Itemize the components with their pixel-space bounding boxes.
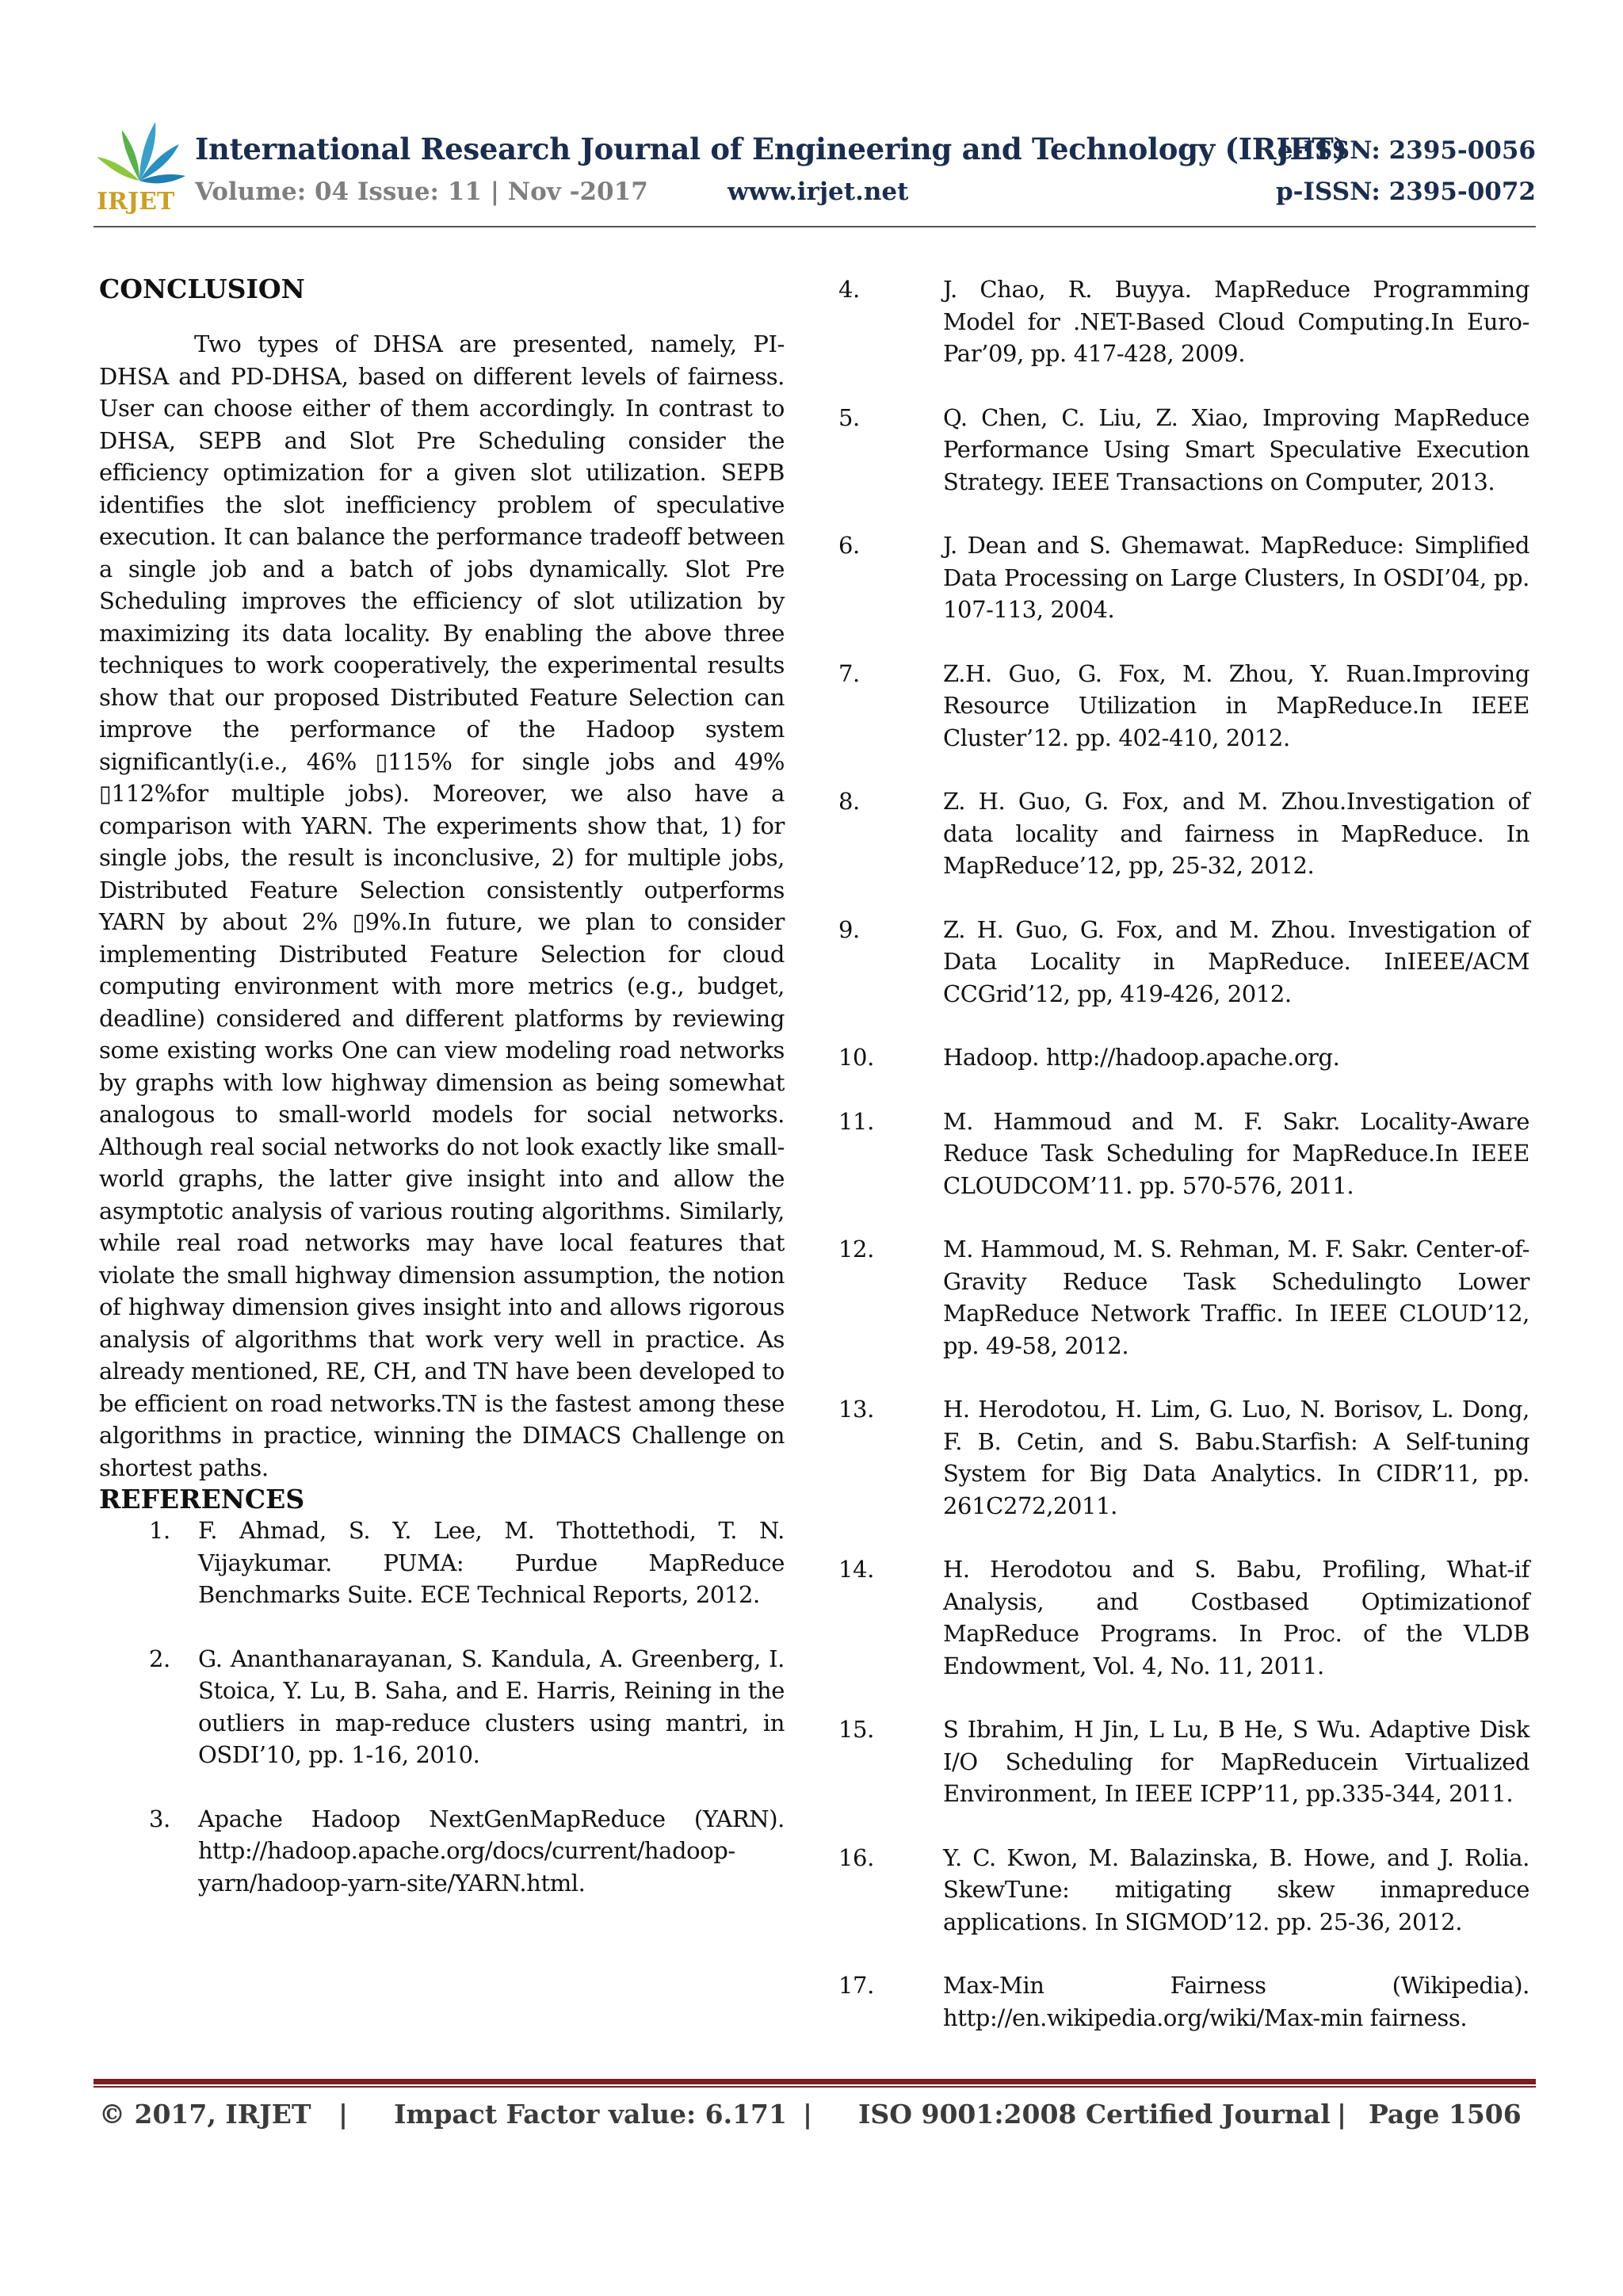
footer-divider-thick: [94, 2079, 1536, 2084]
reference-number: 16.: [838, 1843, 874, 1871]
reference-text: Z. H. Guo, G. Fox, and M. Zhou. Investigation of Data Locality in MapReduce. InIEEE/ACM CCGrid’12, pp, 419-426, 2012.: [943, 915, 1529, 1007]
logo-text: IRJET: [97, 188, 175, 214]
journal-title: International Research Journal of Engineering and Technology (IRJET): [195, 132, 1347, 166]
volume-issue: Volume: 04 Issue: 11 | Nov -2017: [195, 178, 648, 206]
reference-item: [838, 273, 1529, 370]
reference-text: H. Herodotou, H. Lim, G. Luo, N. Borisov, L. Dong, F. B. Cetin, and S. Babu.Starfish: A Self-tuning System for Big Data Analytics. In CIDR’11, pp. 261C272,2011.: [943, 1396, 1529, 1519]
reference-text: Q. Chen, C. Liu, Z. Xiao, Improving MapReduce Performance Using Smart Speculative Execution Strategy. IEEE Transactions on Computer, 2013.: [943, 403, 1529, 495]
references-list-right: [838, 273, 1529, 2034]
reference-number: 5.: [838, 403, 860, 431]
reference-text: Y. C. Kwon, M. Balazinska, B. Howe, and J. Rolia. SkewTune: mitigating skew inmapreduce applications. In SIGMOD’12. pp. 25-36, 2012.: [943, 1843, 1529, 1935]
references-list-left: [99, 1515, 785, 1899]
e-issn: e-ISSN: 2395-0056: [1277, 136, 1536, 165]
reference-number: 9.: [838, 915, 860, 943]
reference-number: 17.: [838, 1972, 874, 1999]
footer-separator: |: [338, 2099, 349, 2130]
reference-text: Z. H. Guo, G. Fox, and M. Zhou.Investigation of data locality and fairness in MapReduce. In MapReduce’12, pp, 25-32, 2012.: [943, 788, 1529, 879]
right-column: [838, 273, 1529, 2065]
reference-text: G. Ananthanarayanan, S. Kandula, A. Greenberg, I. Stoica, Y. Lu, B. Saha, and E. Harris, Reining in the outliers in map-reduce clusters using mantri, in OSDI’10, pp. 1-16, 2010.: [198, 1645, 785, 1768]
reference-text: J. Chao, R. Buyya. MapReduce Programming Model for .NET-Based Cloud Computing.In Euro-Par’09, pp. 417-428, 2009.: [943, 276, 1529, 367]
reference-number: 3.: [149, 1805, 170, 1832]
reference-number: 2.: [149, 1645, 170, 1672]
footer-separator: |: [803, 2099, 813, 2130]
reference-number: 8.: [838, 788, 860, 815]
reference-item: [838, 1393, 1529, 1522]
reference-text: M. Hammoud and M. F. Sakr. Locality-Aware Reduce Task Scheduling for MapReduce.In IEEE CLOUDCOM’11. pp. 570-576, 2011.: [943, 1107, 1529, 1199]
reference-item: [838, 1233, 1529, 1362]
reference-item: [838, 1713, 1529, 1810]
reference-number: 10.: [838, 1044, 874, 1071]
reference-number: 12.: [838, 1236, 874, 1263]
reference-item: [838, 785, 1529, 882]
reference-number: 7.: [838, 659, 860, 687]
reference-item: [838, 402, 1529, 499]
reference-number: 1.: [149, 1517, 170, 1544]
website-link[interactable]: www.irjet.net: [727, 178, 909, 206]
header-divider: [94, 226, 1536, 227]
reference-text: Hadoop. http://hadoop.apache.org.: [943, 1044, 1340, 1071]
reference-text: Apache Hadoop NextGenMapReduce (YARN). http://hadoop.apache.org/docs/current/hadoop-yarn/hadoop-yarn-site/YARN.html.: [198, 1805, 785, 1897]
left-column: [99, 273, 785, 1931]
reference-text: S Ibrahim, H Jin, L Lu, B He, S Wu. Adaptive Disk I/O Scheduling for MapReducein Virtualized Environment, In IEEE ICPP’11, pp.335-344, 2011.: [943, 1716, 1529, 1807]
page-footer: [99, 2099, 1533, 2138]
conclusion-body: Two types of DHSA are presented, namely, PI-DHSA and PD-DHSA, based on different levels of fairness. User can choose either of them accordingly. In contrast to DHSA, SEPB and Slot Pre Scheduling consider the efficiency optimization for a given slot utilization. SEPB identifies the slot inefficiency problem of speculative execution. It can balance the performance tradeoff between a single job and a batch of jobs dynamically. Slot Pre Scheduling improves the efficiency of slot utilization by maximizing its data locality. By enabling the above three techniques to work cooperatively, the experimental results show that our proposed Distributed Feature Selection can improve the performance of the Hadoop system significantly(i.e., 46% ▯115% for single jobs and 49% ▯112%for multiple jobs). Moreover, we also have a comparison with YARN. The experiments show that, 1) for single jobs, the result is inconclusive, 2) for multiple jobs, Distributed Feature Selection consistently outperforms YARN by about 2% ▯9%.In future, we plan to consider implementing Distributed Feature Selection for cloud computing environment with more metrics (e.g., budget, deadline) considered and different platforms by reviewing some existing works One can view modeling road networks by graphs with low highway dimension as being somewhat analogous to small-world models for social networks. Although real social networks do not look exactly like small-world graphs, the latter give insight into and allow the asymptotic analysis of various routing algorithms. Similarly, while real road networks may have local features that violate the small highway dimension assumption, the notion of highway dimension gives insight into and allows rigorous analysis of algorithms that work very well in practice. As already mentioned, RE, CH, and TN have been developed to be efficient on road networks.TN is the fastest among these algorithms in practice, winning the DIMACS Challenge on shortest paths.: [99, 330, 785, 1481]
irjet-logo-icon: [94, 119, 187, 214]
footer-iso-certification: ISO 9001:2008 Certified Journal: [858, 2099, 1331, 2130]
reference-item: [838, 1106, 1529, 1202]
references-heading: REFERENCES: [99, 1484, 305, 1515]
reference-text: Z.H. Guo, G. Fox, M. Zhou, Y. Ruan.Improving Resource Utilization in MapReduce.In IEEE Cluster’12. pp. 402-410, 2012.: [943, 659, 1529, 751]
reference-item: [838, 1041, 1529, 1074]
reference-item: [838, 529, 1529, 626]
footer-copyright: © 2017, IRJET: [99, 2099, 311, 2130]
footer-divider-thin: [94, 2086, 1536, 2088]
reference-text: Max-Min Fairness (Wikipedia). http://en.wikipedia.org/wiki/Max-min fairness.: [943, 1972, 1529, 2031]
page-header: [94, 119, 1536, 230]
reference-number: 15.: [838, 1716, 874, 1743]
reference-number: 14.: [838, 1556, 874, 1583]
reference-item: [149, 1643, 785, 1771]
reference-item: [838, 914, 1529, 1010]
reference-number: 13.: [838, 1396, 874, 1423]
reference-text: J. Dean and S. Ghemawat. MapReduce: Simplified Data Processing on Large Clusters, In OSDI’04, pp. 107-113, 2004.: [943, 532, 1529, 623]
irjet-logo: [94, 119, 187, 214]
reference-text: F. Ahmad, S. Y. Lee, M. Thottethodi, T. N. Vijaykumar. PUMA: Purdue MapReduce Benchmarks Suite. ECE Technical Reports, 2012.: [198, 1517, 785, 1608]
reference-item: [838, 1553, 1529, 1682]
reference-number: 4.: [838, 276, 860, 303]
p-issn: p-ISSN: 2395-0072: [1275, 178, 1536, 206]
footer-separator: |: [1337, 2099, 1347, 2130]
reference-number: 6.: [838, 532, 860, 559]
reference-text: H. Herodotou and S. Babu, Profiling, What-if Analysis, and Costbased Optimizationof MapReduce Programs. In Proc. of the VLDB Endowment, Vol. 4, No. 11, 2011.: [943, 1556, 1529, 1679]
reference-item: [838, 1969, 1529, 2034]
reference-item: [149, 1803, 785, 1900]
reference-item: [838, 1842, 1529, 1939]
reference-item: [149, 1515, 785, 1611]
conclusion-heading: CONCLUSION: [99, 273, 305, 304]
reference-number: 11.: [838, 1107, 874, 1135]
footer-impact-factor: Impact Factor value: 6.171: [394, 2099, 787, 2130]
reference-item: [838, 658, 1529, 755]
reference-text: M. Hammoud, M. S. Rehman, M. F. Sakr. Center-of-Gravity Reduce Task Schedulingto Lower MapReduce Network Traffic. In IEEE CLOUD’12, pp. 49-58, 2012.: [943, 1236, 1529, 1359]
footer-page-number: Page 1506: [1369, 2099, 1522, 2130]
